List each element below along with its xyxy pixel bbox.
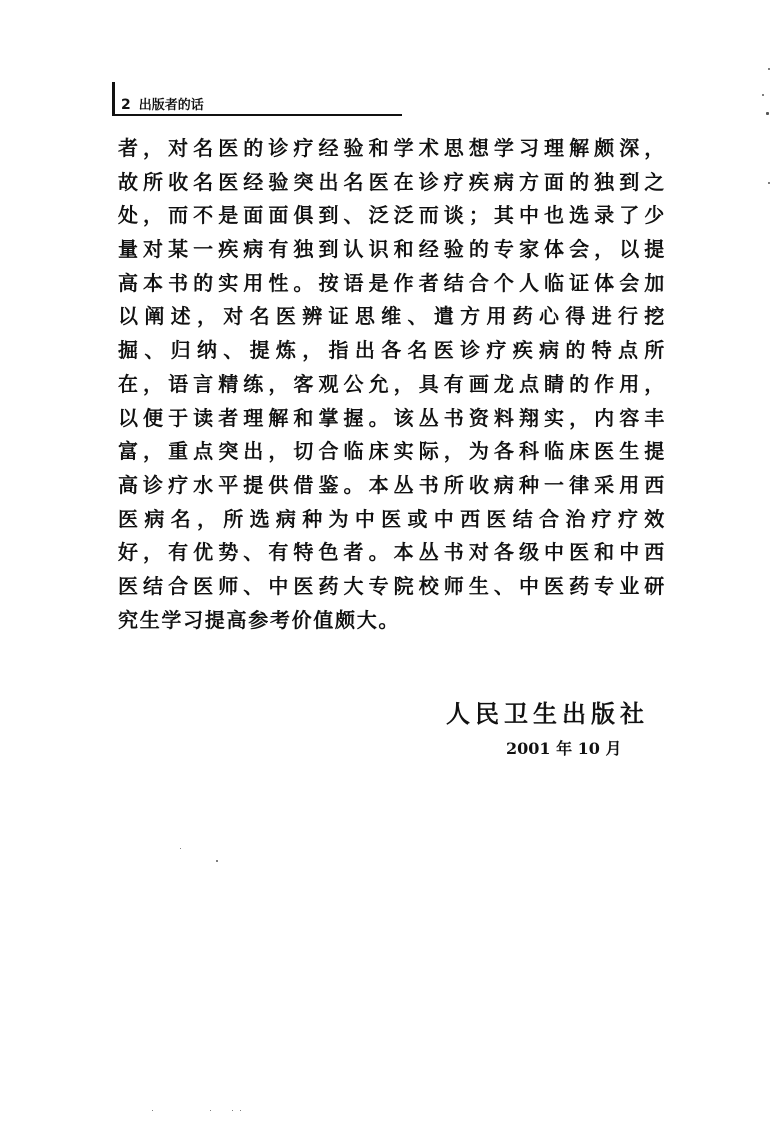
- text-line: 在，语言精练，客观公允，具有画龙点睛的作用，: [118, 371, 666, 396]
- scan-speck: [152, 1110, 153, 1111]
- text-line: 掘、归纳、提炼，指出各名医诊疗疾病的特点所: [118, 338, 666, 363]
- scan-speck: [768, 182, 770, 184]
- text-line: 富，重点突出，切合临床实际，为各科临床医生提: [118, 439, 666, 464]
- text-line: 高诊疗水平提供借鉴。本丛书所收病种一律采用西: [118, 472, 666, 497]
- running-header: [112, 82, 402, 116]
- text-line: 高本书的实用性。按语是作者结合个人临证体会加: [118, 270, 666, 295]
- text-line: 以阐述，对名医辨证思维、遣方用药心得进行挖: [118, 304, 666, 329]
- section-title: 出版者的话: [138, 98, 204, 113]
- publication-date: 2001 年 10 月: [506, 739, 622, 758]
- scan-speck: [216, 860, 218, 862]
- text-line: 好，有优势、有特色者。本丛书对各级中医和中西: [118, 540, 666, 565]
- scan-speck: [180, 848, 181, 849]
- text-line: 处，而不是面面俱到、泛泛而谈；其中也选录了少: [118, 203, 666, 228]
- text-line: 医结合医师、中医药大专院校师生、中医药专业研: [118, 573, 666, 598]
- publisher-name: 人民卫生出版社: [446, 700, 649, 728]
- scan-speck: [210, 1110, 211, 1111]
- scan-speck: [766, 112, 769, 115]
- scan-speck: [762, 94, 764, 96]
- text-line: 者，对名医的诊疗经验和学术思想学习理解颇深，: [118, 136, 666, 160]
- text-line: 以便于读者理解和掌握。该丛书资料翔实，内容丰: [118, 405, 666, 430]
- text-line: 故所收名医经验突出名医在诊疗疾病方面的独到之: [118, 169, 666, 194]
- scan-speck: [240, 1110, 241, 1111]
- text-line: 量对某一疾病有独到认识和经验的专家体会，以提: [118, 237, 666, 262]
- scan-speck: [232, 1110, 233, 1111]
- scan-speck: [768, 68, 770, 70]
- text-line: 医病名，所选病种为中医或中西医结合治疗疗效: [118, 506, 666, 531]
- body-text: [118, 132, 666, 637]
- page-number: 2: [121, 97, 131, 113]
- text-line: 究生学习提高参考价值颇大。: [118, 607, 401, 632]
